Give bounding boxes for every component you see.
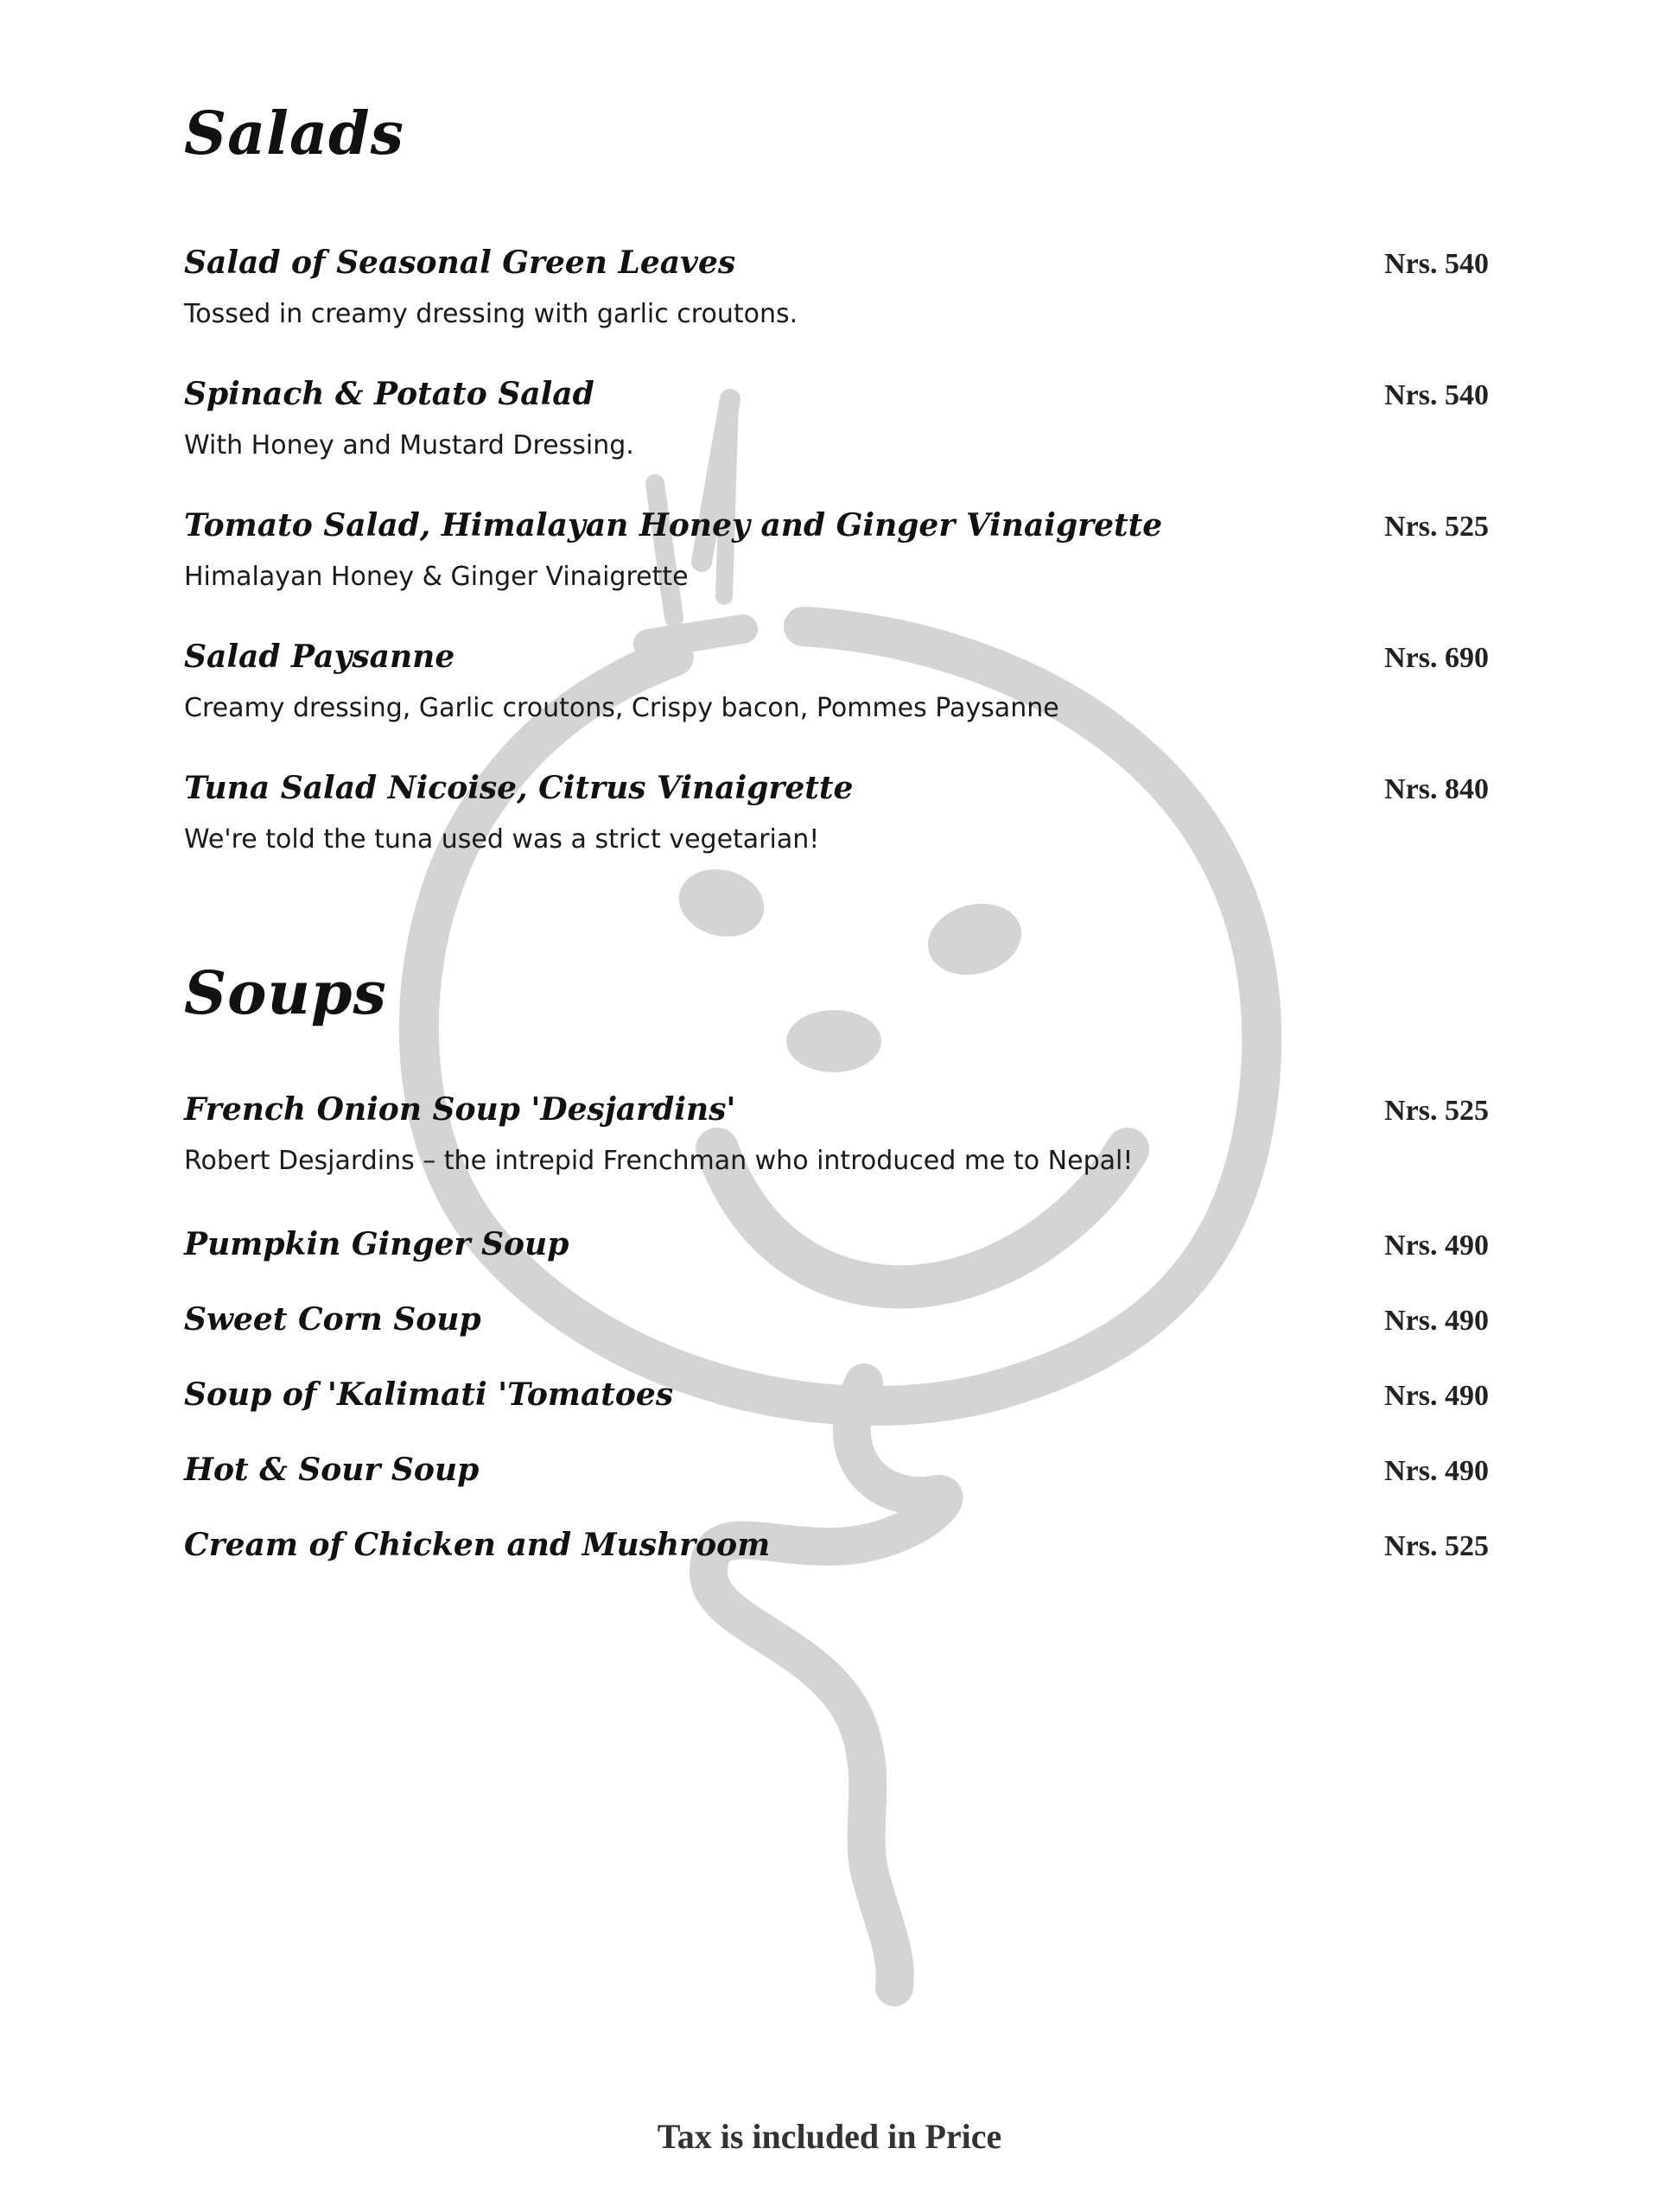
item-name: Tuna Salad Nicoise, Citrus Vinaigrette [184, 770, 854, 806]
salads-section-title: Salads [184, 99, 404, 168]
item-price: Nrs. 490 [1384, 1230, 1489, 1262]
item-price: Nrs. 525 [1384, 1095, 1489, 1127]
menu-page [184, 0, 1489, 2212]
item-description: With Honey and Mustard Dressing. [184, 430, 634, 461]
item-price: Nrs. 525 [1384, 511, 1489, 543]
item-price: Nrs. 540 [1384, 379, 1489, 411]
item-name: Salad of Seasonal Green Leaves [184, 245, 736, 281]
item-price: Nrs. 525 [1384, 1530, 1489, 1562]
item-description: Himalayan Honey & Ginger Vinaigrette [184, 562, 689, 592]
tax-note: Tax is included in Price [657, 2117, 1002, 2156]
item-price: Nrs. 490 [1384, 1455, 1489, 1487]
item-name: Spinach & Potato Salad [184, 376, 594, 412]
item-description: Tossed in creamy dressing with garlic croutons. [184, 299, 798, 329]
item-description: We're told the tuna used was a strict vegetarian! [184, 824, 820, 855]
item-price: Nrs. 490 [1384, 1305, 1489, 1337]
item-name: French Onion Soup 'Desjardins' [184, 1091, 736, 1128]
item-name: Soup of 'Kalimati 'Tomatoes [184, 1376, 674, 1413]
item-name: Cream of Chicken and Mushroom [184, 1527, 771, 1563]
item-price: Nrs. 540 [1384, 248, 1489, 280]
soups-section-title: Soups [184, 959, 387, 1028]
item-name: Pumpkin Ginger Soup [184, 1226, 569, 1262]
item-price: Nrs. 490 [1384, 1380, 1489, 1412]
item-description: Creamy dressing, Garlic croutons, Crispy bacon, Pommes Paysanne [184, 693, 1059, 723]
item-name: Hot & Sour Soup [184, 1452, 480, 1488]
item-description: Robert Desjardins – the intrepid Frenchman who introduced me to Nepal! [184, 1146, 1134, 1176]
item-name: Tomato Salad, Himalayan Honey and Ginger Vinaigrette [184, 507, 1163, 543]
item-name: Sweet Corn Soup [184, 1301, 481, 1338]
item-price: Nrs. 690 [1384, 642, 1489, 674]
item-price: Nrs. 840 [1384, 773, 1489, 805]
item-name: Salad Paysanne [184, 639, 455, 675]
